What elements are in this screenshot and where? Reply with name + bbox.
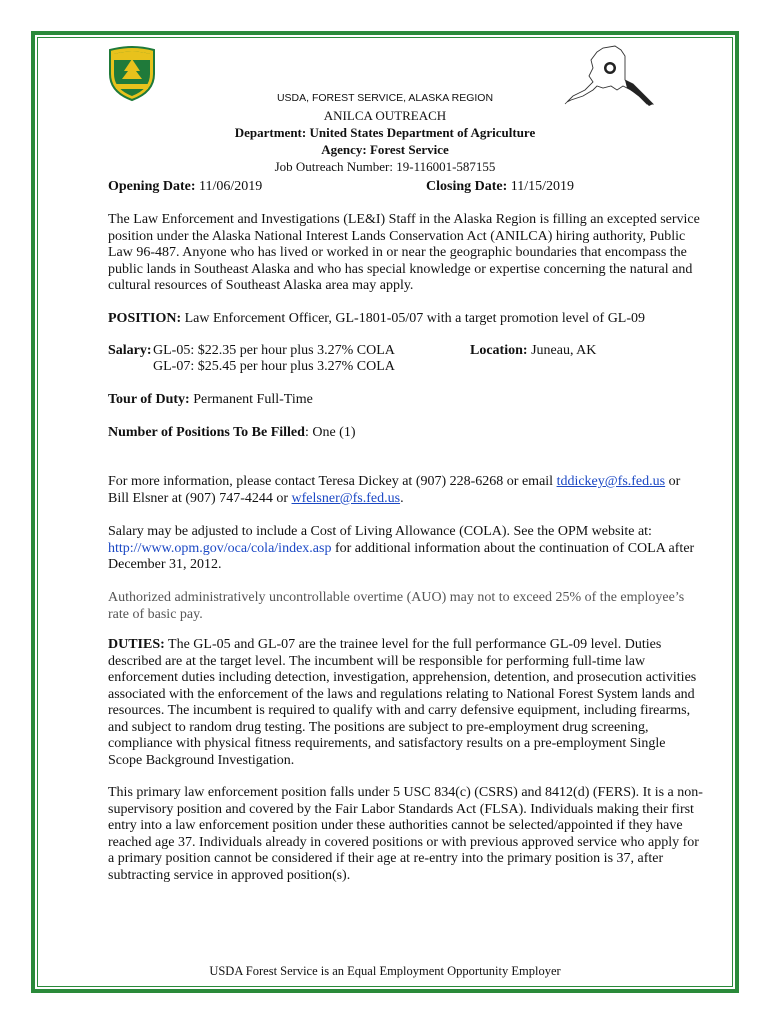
header-agency: Agency: Forest Service bbox=[321, 142, 449, 157]
primary-position-paragraph: This primary law enforcement position falls under 5 USC 834(c) (CSRS) and 8412(d) (FERS). It is a non-supervisory position and covered by the Fair Labor Standards Act (FLSA). Individuals making their first entry into a law enforcement position under these authorities cannot be selected/appointed if they have reached age 37. Individuals already in covered positions or with previous approved service who apply for a primary position cannot be considered if their age at re-entry into the primary position is 37, after subtracting service in approved position(s). bbox=[108, 785, 703, 883]
auo-paragraph: Authorized administratively uncontrollable overtime (AUO) may not to exceed 25% of the employee’s rate of basic pay. bbox=[108, 590, 685, 622]
opm-cola-link[interactable]: http://www.opm.gov/oca/cola/index.asp bbox=[108, 540, 332, 556]
salary-label: Salary: bbox=[108, 343, 152, 358]
location: Location: Juneau, AK bbox=[470, 343, 597, 358]
email-link-dickey[interactable]: tddickey@fs.fed.us bbox=[556, 474, 666, 489]
position-line: POSITION: Law Enforcement Officer, GL-1801-05/07 with a target promotion level of GL-09 bbox=[108, 311, 646, 326]
salary-gl05: GL-05: $22.35 per hour plus 3.27% COLA bbox=[153, 343, 395, 358]
number-of-positions: Number of Positions To Be Filled: One (1) bbox=[108, 425, 356, 440]
forest-service-shield-logo bbox=[106, 44, 158, 102]
opening-date: Opening Date: 11/06/2019 bbox=[108, 179, 263, 194]
header-job-number: Job Outreach Number: 19-116001-587155 bbox=[274, 159, 496, 174]
contact-paragraph: For more information, please contact Teresa Dickey at (907) 228-6268 or email tddickey@fs.fed.us or Bill Elsner at (907) 747-4244 or wfelsner@fs.fed.us. bbox=[108, 474, 681, 506]
header-department: Department: United States Department of Agriculture bbox=[234, 125, 536, 140]
header-program: ANILCA OUTREACH bbox=[323, 108, 447, 123]
duties-paragraph: DUTIES: The GL-05 and GL-07 are the trainee level for the full performance GL-09 level. Duties described are at the target level. The incumbent will be responsible for performing full-time law enforcement duties including detection, investigation, apprehension, detention, and prosecution activities associated with the enforcement of the laws and regulations relating to National Forest System lands and resources. The incumbent is required to qualify with and carry defensive equipment, including firearms, and subject to random drug testing. The positions are subject to pre-employment drug screening, compliance with physical fitness requirements, and satisfactory results on a pre-employment Single Scope Background Investigation. bbox=[108, 637, 697, 768]
closing-date: Closing Date: 11/15/2019 bbox=[426, 179, 575, 194]
cola-paragraph: Salary may be adjusted to include a Cost of Living Allowance (COLA). See the OPM website at: http://www.opm.gov/oca/cola/index.asp for additional information about the continuation of COLA after December 31, 2012. bbox=[108, 524, 695, 572]
intro-paragraph: The Law Enforcement and Investigations (LE&I) Staff in the Alaska Region is filling an excepted service position under the Alaska National Interest Lands Conservation Act (ANILCA) hiring authority, Public Law 96-487. Anyone who has lived or worked in or near the geographic boundaries that encompass the public lands in Southeast Alaska and who has special knowledge or expertise concerning the natural and cultural resources of Southeast Alaska area may apply. bbox=[108, 212, 700, 293]
salary-gl07: GL-07: $25.45 per hour plus 3.27% COLA bbox=[153, 359, 395, 374]
tour-of-duty: Tour of Duty: Permanent Full-Time bbox=[108, 392, 313, 407]
document-header bbox=[160, 90, 610, 175]
header-region: USDA, FOREST SERVICE, ALASKA REGION bbox=[276, 92, 494, 104]
email-link-elsner[interactable]: wfelsner@fs.fed.us bbox=[291, 490, 401, 506]
eeo-footer: USDA Forest Service is an Equal Employment Opportunity Employer bbox=[209, 964, 561, 978]
